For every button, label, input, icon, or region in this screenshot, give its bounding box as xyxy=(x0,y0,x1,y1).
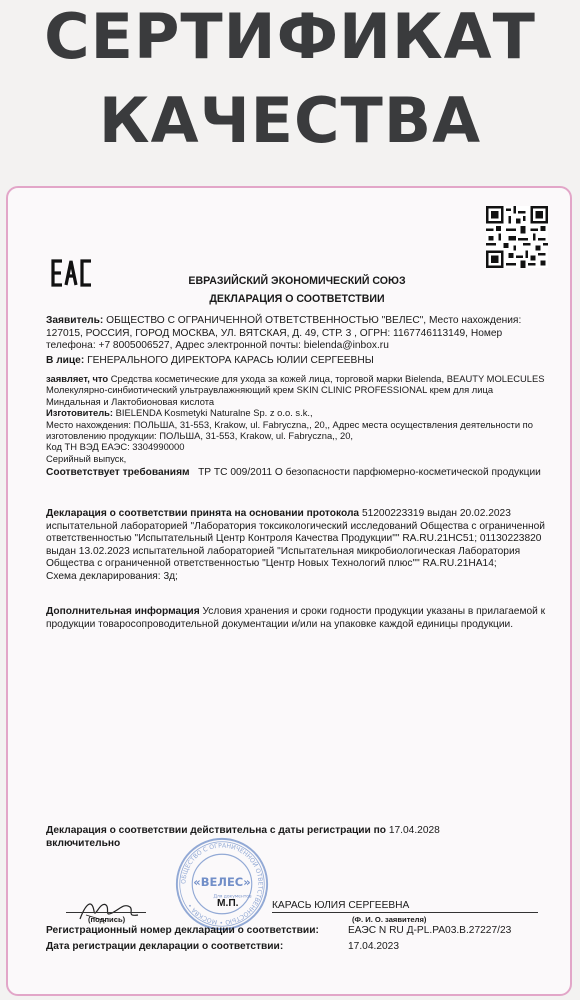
validity-inclusive: включительно xyxy=(46,837,121,849)
person-label: В лице: xyxy=(46,355,85,366)
registration-block xyxy=(46,925,548,957)
applicant-block xyxy=(46,315,548,353)
name-line xyxy=(272,912,538,913)
stamp-small-text: Для документов xyxy=(213,894,252,900)
basis-block xyxy=(46,508,548,584)
stamp-center-text: «ВЕЛЕС» xyxy=(193,874,251,889)
validity-label: Декларация о соответствии действительна с даты регистрации по xyxy=(46,825,386,836)
applicant-text: ОБЩЕСТВО С ОГРАНИЧЕННОЙ ОТВЕТСТВЕННОСТЬЮ "ВЕЛЕС", Место нахождения: 127015, РОССИЯ, ГОРОД МОСКВА, УЛ. ВЯТСКАЯ, Д. 49, СТР. 3 , ОГРН: 1167746113149, Номер телефона: +7 8005006527, Адрес электронной почты: bielenda@inbox.ru xyxy=(46,315,522,352)
reg-date-label: Дата регистрации декларации о соответствии: xyxy=(46,941,284,952)
serial-release: Серийный выпуск, xyxy=(46,452,127,464)
certificate-body xyxy=(46,188,548,994)
declaration-scheme: Схема декларирования: 3д; xyxy=(46,570,178,582)
banner-title-line-2: КАЧЕСТВА xyxy=(98,84,482,157)
union-heading: ЕВРАЗИЙСКИЙ ЭКОНОМИЧЕСКИЙ СОЮЗ xyxy=(188,275,406,287)
declares-block xyxy=(46,373,548,464)
person-block xyxy=(46,355,548,368)
declares-label: заявляет, что xyxy=(46,373,109,384)
reg-number-label: Регистрационный номер декларации о соответствии: xyxy=(46,925,319,936)
declaration-title: ДЕКЛАРАЦИЯ О СООТВЕТСТВИИ xyxy=(209,293,385,305)
validity-block xyxy=(46,825,548,850)
name-caption: (Ф. И. О. заявителя) xyxy=(352,915,427,924)
banner-title-line-1: СЕРТИФИКАТ xyxy=(44,0,536,73)
certificate-document xyxy=(6,186,572,996)
person-text: ГЕНЕРАЛЬНОГО ДИРЕКТОРА КАРАСЬ ЮЛИИ СЕРГЕЕВНЫ xyxy=(87,355,374,366)
tn-ved-code: Код ТН ВЭД ЕАЭС: 3304990000 xyxy=(46,441,185,453)
qr-code-icon xyxy=(486,206,548,268)
declares-text: Средства косметические для ухода за кожей лица, торговой марки Bielenda, BEAUTY MOLECULES Молекулярно-синбиотический ультраувлажняющий крем SKIN CLINIC PROFESSIONAL крем для лица Миндальная и Лактобионовая кислота xyxy=(46,373,545,407)
maker-label: Изготовитель: xyxy=(46,407,114,419)
validity-date: 17.04.2028 xyxy=(388,825,440,836)
extra-info-block xyxy=(46,606,548,631)
company-seal-stamp xyxy=(174,836,270,932)
signature-line xyxy=(66,912,146,913)
signature-caption: (подпись) xyxy=(88,915,126,924)
reg-number-value: ЕАЭС N RU Д-PL.PA03.B.27227/23 xyxy=(348,925,512,936)
signer-name: КАРАСЬ ЮЛИЯ СЕРГЕЕВНА xyxy=(272,900,410,911)
mp-label: М.П. xyxy=(217,898,239,909)
requirements-block xyxy=(46,467,548,480)
extra-info-text: Условия хранения и сроки годности продукции указаны в прилагаемой к продукции товаросопроводительной документации и/или на упаковке каждой единицы продукции. xyxy=(46,606,546,630)
maker-text: BIELENDA Kosmetyki Naturalne Sp. z o.o. s.k., xyxy=(115,407,313,419)
applicant-label: Заявитель: xyxy=(46,315,104,326)
maker-address: Место нахождения: ПОЛЬША, 31-553, Krakow, ul. Fabryczna,, 20,, Адрес места осуществления деятельности по изготовлению продукции: ПОЛЬША, 31-553, Krakow, ul. Fabryczna,, 20, xyxy=(46,418,533,442)
requirements-text: ТР ТС 009/2011 О безопасности парфюмерно-косметической продукции xyxy=(198,467,541,478)
extra-info-label: Дополнительная информация xyxy=(46,606,200,617)
stamp-ring-text: ОБЩЕСТВО С ОГРАНИЧЕННОЙ ОТВЕТСТВЕННОСТЬЮ • МОСКВА • xyxy=(180,842,264,926)
requirements-label: Соответствует требованиям xyxy=(46,467,190,478)
banner xyxy=(0,0,580,180)
basis-label: Декларация о соответствии принята на основании протокола xyxy=(46,508,360,519)
reg-date-value: 17.04.2023 xyxy=(348,941,399,952)
basis-text: 51200223319 выдан 20.02.2023 испытательной лабораторией "Лаборатория токсикологический исследований Общества с ограниченной ответственностью "Испытательный Центр Контроля Качества Продукции"" RA.RU.21HC51; 01130223820 выдан 13.02.2023 испытательной лабораторией "Испытательная микробиологическая Лаборатория Общества с ограниченной ответственностью "Центр Новых Технологий плюс"" RA.RU.21HA14; xyxy=(46,508,545,570)
